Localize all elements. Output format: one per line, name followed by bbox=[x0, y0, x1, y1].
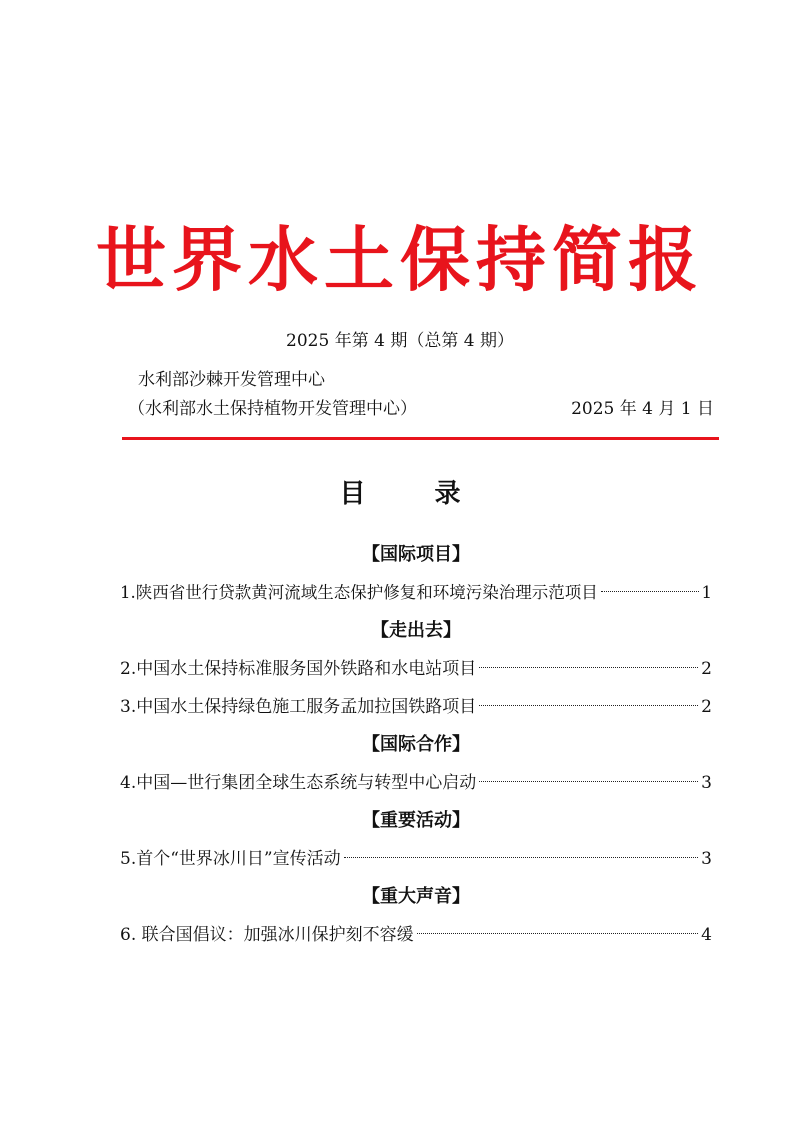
toc-section-heading: 【走出去】 bbox=[371, 620, 461, 641]
toc-entry-page: 3 bbox=[701, 773, 712, 793]
issue-number: 2025 年第 4 期（总第 4 期） bbox=[286, 331, 514, 351]
toc-entry-text: 4.中国—世行集团全球生态系统与转型中心启动 bbox=[120, 773, 477, 793]
dot-leader bbox=[344, 857, 699, 858]
toc-entry[interactable] bbox=[120, 650, 712, 688]
toc-entry-page: 3 bbox=[701, 849, 712, 869]
toc-entry-text: 6. 联合国倡议：加强冰川保护刻不容缓 bbox=[120, 925, 414, 945]
toc-entry-page: 2 bbox=[701, 697, 712, 717]
table-of-contents bbox=[120, 536, 712, 954]
header-divider bbox=[122, 437, 719, 440]
dot-leader bbox=[601, 591, 699, 592]
publication-date: 2025 年 4 月 1 日 bbox=[571, 399, 714, 419]
dot-leader bbox=[479, 781, 698, 782]
toc-entry-page: 4 bbox=[701, 925, 712, 945]
toc-section-heading: 【重要活动】 bbox=[362, 810, 470, 831]
toc-entry[interactable] bbox=[120, 840, 712, 878]
toc-entry-text: 3.中国水土保持绿色施工服务孟加拉国铁路项目 bbox=[120, 697, 477, 717]
toc-entry-page: 1 bbox=[701, 583, 712, 602]
dot-leader bbox=[479, 667, 698, 668]
toc-title: 目 录 bbox=[339, 479, 491, 509]
toc-entry[interactable] bbox=[120, 688, 712, 726]
toc-entry[interactable] bbox=[120, 916, 712, 954]
publisher-name: 水利部沙棘开发管理中心 bbox=[138, 370, 325, 390]
toc-section-heading: 【国际合作】 bbox=[362, 734, 470, 755]
toc-entry[interactable] bbox=[120, 574, 712, 612]
toc-section-heading: 【重大声音】 bbox=[362, 886, 470, 907]
toc-section-heading: 【国际项目】 bbox=[362, 544, 470, 565]
publisher-alt-name: （水利部水土保持植物开发管理中心） bbox=[128, 399, 417, 419]
toc-entry-text: 1.陕西省世行贷款黄河流域生态保护修复和环境污染治理示范项目 bbox=[120, 583, 598, 602]
toc-entry[interactable] bbox=[120, 764, 712, 802]
toc-entry-page: 2 bbox=[701, 659, 712, 679]
toc-entry-text: 5.首个“世界冰川日”宣传活动 bbox=[120, 849, 341, 869]
dot-leader bbox=[417, 933, 699, 934]
publication-title: 世界水土保持简报 bbox=[96, 219, 704, 301]
dot-leader bbox=[479, 705, 698, 706]
toc-entry-text: 2.中国水土保持标准服务国外铁路和水电站项目 bbox=[120, 659, 477, 679]
